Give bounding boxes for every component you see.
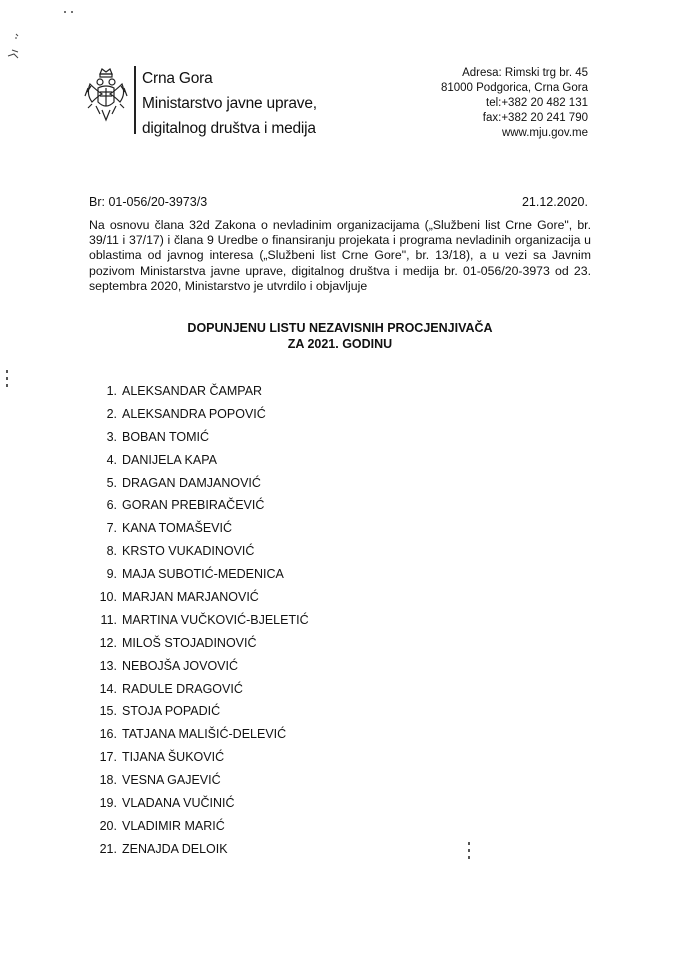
reference-number: Br: 01-056/20-3973/3 <box>89 195 208 209</box>
org-line: digitalnog društva i medija <box>142 120 316 137</box>
item-number: 10. <box>99 590 117 605</box>
item-number: 9. <box>106 567 117 582</box>
document-date: 21.12.2020. <box>521 195 588 209</box>
ministry-name <box>142 66 317 141</box>
evaluator-name: GORAN PREBIRAČEVIĆ <box>122 498 265 513</box>
list-item <box>89 815 309 838</box>
scan-mark-icon <box>62 8 76 16</box>
evaluator-name: VLADANA VUČINIĆ <box>122 796 235 811</box>
evaluator-list <box>89 380 309 861</box>
list-item <box>89 792 309 815</box>
list-item <box>89 838 309 861</box>
list-item <box>89 449 309 472</box>
evaluator-name: BOBAN TOMIĆ <box>122 429 210 444</box>
item-number: 5. <box>106 475 117 490</box>
evaluator-name: MARJAN MARJANOVIĆ <box>122 590 259 605</box>
list-item <box>89 472 309 495</box>
evaluator-name: MAJA SUBOTIĆ-MEDENICA <box>122 567 284 582</box>
address-line: 81000 Podgorica, Crna Gora <box>440 82 588 94</box>
item-number: 4. <box>106 452 117 467</box>
document-title <box>89 320 591 352</box>
evaluator-name: NEBOJŠA JOVOVIĆ <box>122 658 239 673</box>
evaluator-name: KRSTO VUKADINOVIĆ <box>122 544 255 559</box>
website-line: www.mju.gov.me <box>501 127 588 139</box>
list-item <box>89 563 309 586</box>
evaluator-name: STOJA POPADIĆ <box>122 704 221 719</box>
item-number: 8. <box>106 544 117 559</box>
item-number: 2. <box>106 406 117 421</box>
list-item <box>89 540 309 563</box>
intro-paragraph: Na osnovu člana 32d Zakona o nevladinim organizacijama („Službeni list Crne Gore", br. 39/11 i 37/17) i člana 9 Uredbe o finansiranju projekata i programa nevladinih organizacija u oblastima od javnog interesa („Službeni list Crne Gore", br. 13/18), a u vezi sa Javnim pozivom Ministarstva javne uprave, digitalnog društva i medija br. 01-056/20-3973 od 23. septembra 2020, Ministarstvo je utvrdilo i objavljuje <box>89 218 591 293</box>
evaluator-name: VLADIMIR MARIĆ <box>122 818 225 833</box>
title-line: ZA 2021. GODINU <box>287 337 393 351</box>
contact-address <box>441 66 588 141</box>
item-number: 1. <box>106 384 117 398</box>
item-number: 12. <box>99 635 117 650</box>
list-item <box>89 426 309 449</box>
header-divider <box>134 66 136 134</box>
list-item <box>89 586 309 609</box>
evaluator-name: TATJANA MALIŠIĆ-DELEVIĆ <box>122 727 287 742</box>
org-line: Ministarstvo javne uprave, <box>142 95 317 112</box>
evaluator-name: MARTINA VUČKOVIĆ-BJELETIĆ <box>122 612 309 627</box>
list-item <box>89 769 309 792</box>
list-item <box>89 700 309 723</box>
evaluator-name: VESNA GAJEVIĆ <box>122 773 221 788</box>
list-item <box>89 517 309 540</box>
item-number: 6. <box>106 498 117 513</box>
item-number: 7. <box>106 521 117 536</box>
evaluator-name: KANA TOMAŠEVIĆ <box>122 521 232 536</box>
list-item <box>89 609 309 632</box>
item-number: 3. <box>106 429 117 444</box>
item-number: 13. <box>99 658 117 673</box>
scan-mark-icon <box>4 30 26 70</box>
item-number: 21. <box>99 841 117 856</box>
evaluator-name: RADULE DRAGOVIĆ <box>122 681 243 696</box>
list-item <box>89 655 309 678</box>
item-number: 14. <box>99 681 117 696</box>
scan-dots <box>6 370 8 391</box>
org-line: Crna Gora <box>142 70 213 87</box>
scan-dots <box>468 842 470 863</box>
list-item <box>89 678 309 701</box>
item-number: 17. <box>99 750 117 765</box>
item-number: 16. <box>99 727 117 742</box>
list-item <box>89 746 309 769</box>
evaluator-name: MILOŠ STOJADINOVIĆ <box>122 635 257 650</box>
evaluator-name: ALEKSANDRA POPOVIĆ <box>122 406 266 421</box>
phone-line: tel:+382 20 482 131 <box>486 97 588 109</box>
item-number: 20. <box>99 818 117 833</box>
list-item <box>89 494 309 517</box>
item-number: 11. <box>100 612 117 627</box>
evaluator-name: ALEKSANDAR ČAMPAR <box>122 384 263 398</box>
fax-line: fax:+382 20 241 790 <box>482 112 588 124</box>
item-number: 18. <box>99 773 117 788</box>
item-number: 19. <box>99 796 117 811</box>
item-number: 15. <box>99 704 117 719</box>
title-line: DOPUNJENU LISTU NEZAVISNIH PROCJENJIVAČA <box>187 321 493 335</box>
coat-of-arms-icon <box>82 66 130 126</box>
list-item <box>89 403 309 426</box>
evaluator-name: TIJANA ŠUKOVIĆ <box>122 750 225 765</box>
address-line: Adresa: Rimski trg br. 45 <box>462 67 588 79</box>
evaluator-name: DANIJELA KAPA <box>122 452 217 467</box>
evaluator-name: ZENAJDA DELOIK <box>122 841 228 856</box>
evaluator-name: DRAGAN DAMJANOVIĆ <box>122 475 261 490</box>
list-item <box>89 632 309 655</box>
list-item <box>89 723 309 746</box>
list-item <box>89 380 309 403</box>
